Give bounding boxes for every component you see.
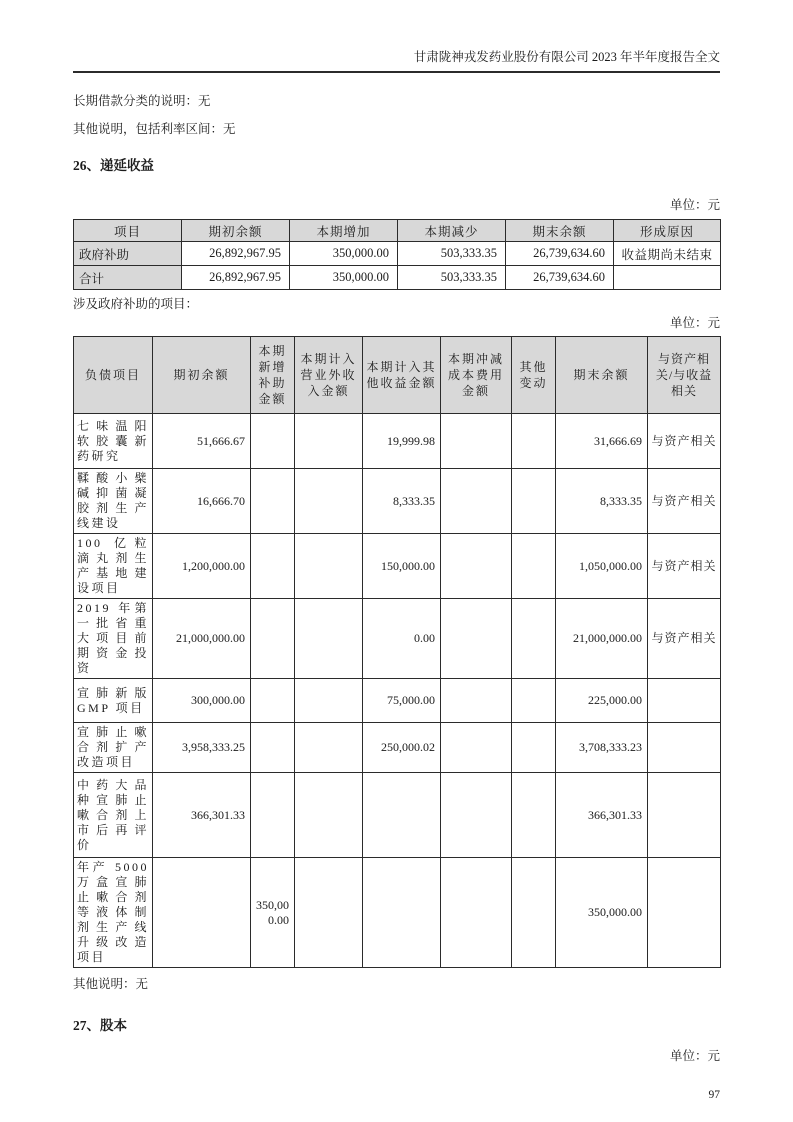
table-row — [74, 679, 721, 723]
table-cell: 与资产相关 — [648, 469, 721, 534]
table-cell — [512, 773, 556, 858]
table-cell — [251, 773, 295, 858]
table-row — [74, 858, 721, 968]
table-row — [74, 242, 721, 266]
table-cell — [648, 858, 721, 968]
subsidy-table-header — [74, 337, 721, 414]
subsidy-projects-table — [73, 336, 721, 968]
table-cell: 合计 — [74, 266, 182, 290]
table-cell: 300,000.00 — [153, 679, 251, 723]
table-cell: 350,000.00 — [290, 242, 398, 266]
table-cell — [295, 534, 363, 599]
table-cell: 8,333.35 — [556, 469, 648, 534]
column-header: 与资产相关/与收益相关 — [648, 337, 721, 414]
column-header: 期初余额 — [182, 220, 290, 242]
deferred-income-table-body — [74, 242, 721, 290]
column-header: 负债项目 — [74, 337, 153, 414]
table-cell: 75,000.00 — [363, 679, 441, 723]
section-title-share-capital: 27、股本 — [73, 1018, 127, 1033]
table-cell: 26,892,967.95 — [182, 242, 290, 266]
table-cell: 与资产相关 — [648, 414, 721, 469]
table-cell: 与资产相关 — [648, 599, 721, 679]
table-cell: 0.00 — [363, 599, 441, 679]
table-cell: 503,333.35 — [398, 266, 506, 290]
page-header — [73, 0, 720, 73]
table-cell: 宣肺新版 GMP 项目 — [74, 679, 153, 723]
table-cell: 3,708,333.23 — [556, 723, 648, 773]
table-cell — [251, 534, 295, 599]
table-cell: 150,000.00 — [363, 534, 441, 599]
table-cell: 26,892,967.95 — [182, 266, 290, 290]
column-header: 本期新增补助金额 — [251, 337, 295, 414]
column-header: 本期计入营业外收入金额 — [295, 337, 363, 414]
table-cell — [512, 723, 556, 773]
table-cell — [512, 414, 556, 469]
table-cell — [648, 679, 721, 723]
deferred-income-table — [73, 219, 721, 290]
page-number: 97 — [708, 1089, 720, 1101]
table-cell — [295, 469, 363, 534]
table-cell: 与资产相关 — [648, 534, 721, 599]
table-cell — [153, 858, 251, 968]
column-header: 项目 — [74, 220, 182, 242]
table-cell: 鞣酸小檗碱抑菌凝胶剂生产线建设 — [74, 469, 153, 534]
table-row — [74, 266, 721, 290]
table-cell: 225,000.00 — [556, 679, 648, 723]
table-cell — [512, 679, 556, 723]
unit-label: 单位：元 — [669, 1049, 720, 1063]
table-cell — [512, 469, 556, 534]
table-cell: 366,301.33 — [153, 773, 251, 858]
subsidy-projects-label: 涉及政府补助的项目： — [73, 297, 199, 311]
other-interest-note: 其他说明，包括利率区间：无 — [73, 122, 236, 136]
table-cell: 350,000.00 — [251, 858, 295, 968]
table-cell — [648, 723, 721, 773]
table-cell — [295, 773, 363, 858]
column-header: 期末余额 — [556, 337, 648, 414]
table-cell: 宣肺止嗽合剂扩产改造项目 — [74, 723, 153, 773]
column-header: 本期冲减成本费用金额 — [441, 337, 512, 414]
table-cell: 政府补助 — [74, 242, 182, 266]
table-cell: 2019 年第一批省重大项目前期资金投资 — [74, 599, 153, 679]
table-cell: 26,739,634.60 — [506, 266, 614, 290]
long-term-loan-note: 长期借款分类的说明：无 — [73, 94, 211, 108]
column-header: 期末余额 — [506, 220, 614, 242]
other-note-bottom: 其他说明：无 — [73, 977, 149, 991]
table-cell — [614, 266, 721, 290]
table-cell: 100 亿粒滴丸剂生产基地建设项目 — [74, 534, 153, 599]
table-cell — [441, 773, 512, 858]
table-cell: 21,000,000.00 — [153, 599, 251, 679]
table-header-row — [74, 337, 721, 414]
table-row — [74, 599, 721, 679]
table-cell: 51,666.67 — [153, 414, 251, 469]
table-cell — [295, 858, 363, 968]
table-cell — [441, 858, 512, 968]
table-cell: 19,999.98 — [363, 414, 441, 469]
table-cell: 七味温阳软胶囊新药研究 — [74, 414, 153, 469]
table-header-row — [74, 220, 721, 242]
table-cell — [295, 414, 363, 469]
table-cell: 8,333.35 — [363, 469, 441, 534]
report-title: 甘肃陇神戎发药业股份有限公司 2023 年半年度报告全文 — [413, 50, 720, 64]
table-cell — [441, 679, 512, 723]
table-cell — [251, 414, 295, 469]
table-row — [74, 414, 721, 469]
column-header: 期初余额 — [153, 337, 251, 414]
table-row — [74, 469, 721, 534]
table-cell — [251, 599, 295, 679]
table-cell — [512, 534, 556, 599]
subsidy-table-body — [74, 414, 721, 968]
table-row — [74, 534, 721, 599]
table-row — [74, 773, 721, 858]
column-header: 本期计入其他收益金额 — [363, 337, 441, 414]
column-header: 其他变动 — [512, 337, 556, 414]
table-cell — [251, 723, 295, 773]
section-title-deferred-income: 26、递延收益 — [73, 158, 154, 173]
table-row — [74, 723, 721, 773]
column-header: 本期增加 — [290, 220, 398, 242]
table-cell: 31,666.69 — [556, 414, 648, 469]
table-cell: 350,000.00 — [290, 266, 398, 290]
table-cell — [363, 773, 441, 858]
table-cell — [441, 723, 512, 773]
table-cell: 1,200,000.00 — [153, 534, 251, 599]
table-cell — [295, 723, 363, 773]
table-cell — [295, 599, 363, 679]
table-cell — [251, 679, 295, 723]
table-cell: 1,050,000.00 — [556, 534, 648, 599]
table-cell — [363, 858, 441, 968]
deferred-income-table-header — [74, 220, 721, 242]
table-cell: 350,000.00 — [556, 858, 648, 968]
table-cell — [441, 469, 512, 534]
table-cell — [441, 534, 512, 599]
table-cell: 26,739,634.60 — [506, 242, 614, 266]
table-cell — [512, 858, 556, 968]
table-cell: 中药大品种宣肺止嗽合剂上市后再评价 — [74, 773, 153, 858]
unit-label: 单位：元 — [669, 198, 720, 212]
table-cell — [441, 599, 512, 679]
column-header: 形成原因 — [614, 220, 721, 242]
table-cell: 年产 5000 万盒宣肺止嗽合剂等液体制剂生产线升级改造项目 — [74, 858, 153, 968]
table-cell: 21,000,000.00 — [556, 599, 648, 679]
table-cell: 16,666.70 — [153, 469, 251, 534]
table-cell — [251, 469, 295, 534]
unit-label: 单位：元 — [669, 316, 720, 330]
column-header: 本期减少 — [398, 220, 506, 242]
table-cell — [441, 414, 512, 469]
table-cell — [648, 773, 721, 858]
table-cell: 收益期尚未结束 — [614, 242, 721, 266]
table-cell: 250,000.02 — [363, 723, 441, 773]
table-cell — [295, 679, 363, 723]
table-cell: 366,301.33 — [556, 773, 648, 858]
table-cell — [512, 599, 556, 679]
table-cell: 3,958,333.25 — [153, 723, 251, 773]
table-cell: 503,333.35 — [398, 242, 506, 266]
